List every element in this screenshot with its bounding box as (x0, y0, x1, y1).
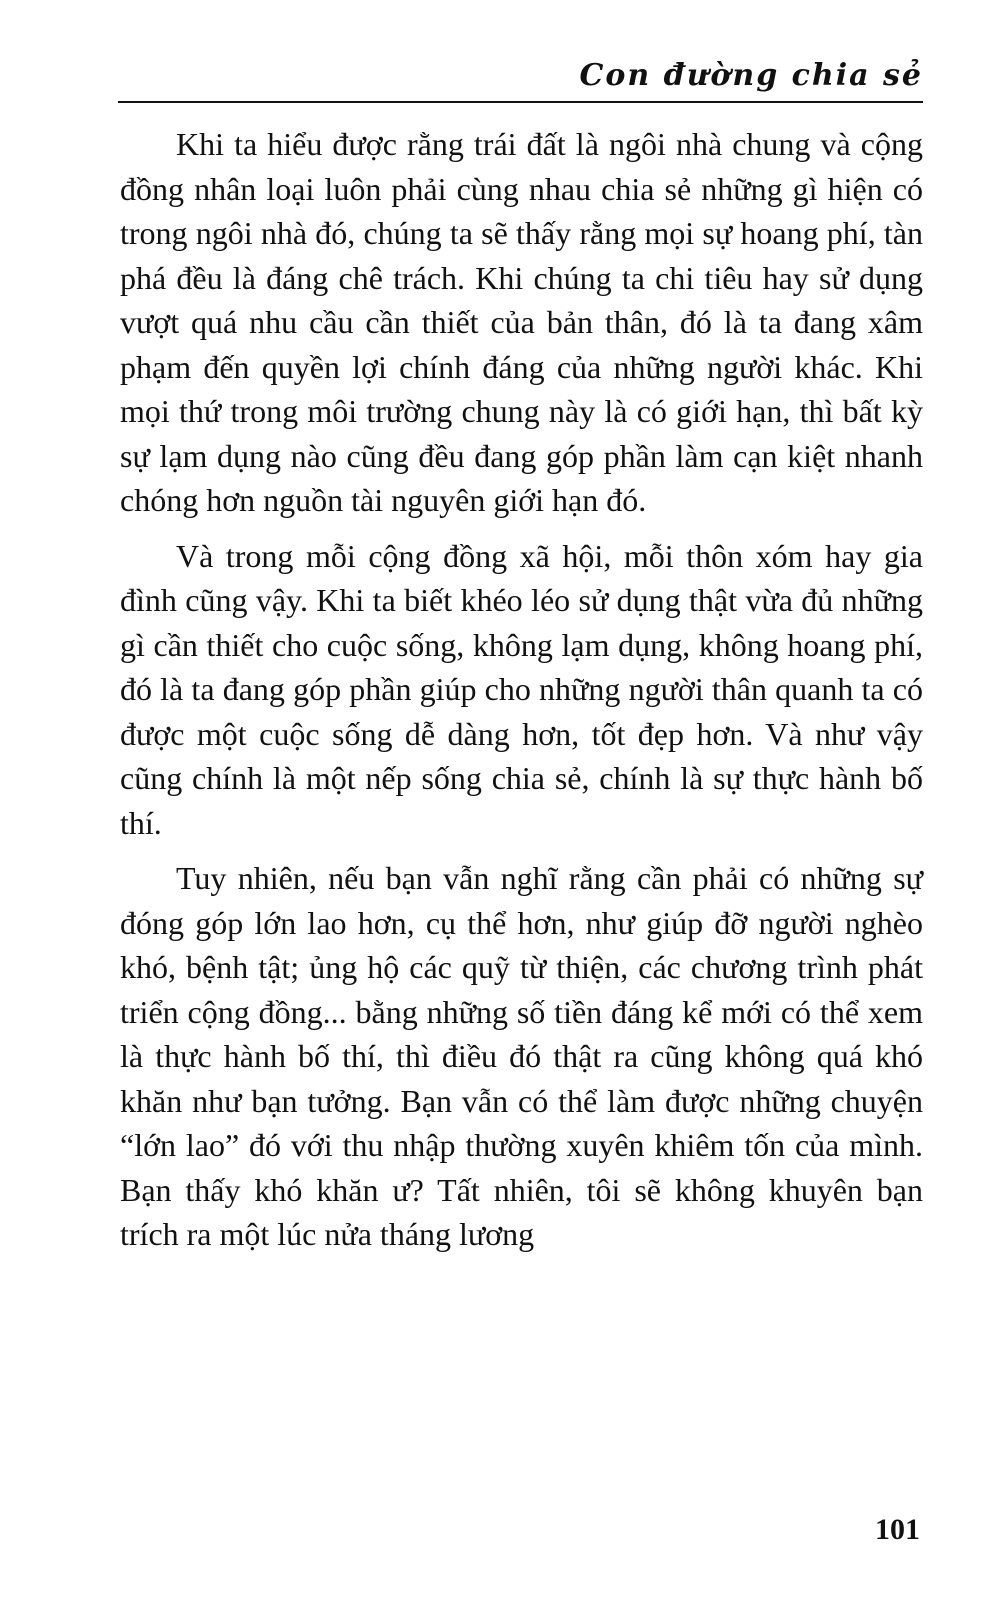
paragraph-2: Và trong mỗi cộng đồng xã hội, mỗi thôn xóm hay gia đình cũng vậy. Khi ta biết khéo léo sử dụng thật vừa đủ những gì cần thiết cho cuộc sống, không lạm dụng, không hoang phí, đó là ta đang góp phần giúp cho những người thân quanh ta có được một cuộc sống dễ dàng hơn, tốt đẹp hơn. Và như vậy cũng chính là một nếp sống chia sẻ, chính là sự thực hành bố thí. (120, 537, 923, 841)
running-header-title: Con đường chia sẻ (579, 58, 923, 93)
page-number: 101 (875, 1513, 920, 1546)
header-divider (118, 101, 923, 103)
paragraph-3: Tuy nhiên, nếu bạn vẫn nghĩ rằng cần phải có những sự đóng góp lớn lao hơn, cụ thể hơn, như giúp đỡ người nghèo khó, bệnh tật; ủng hộ các quỹ từ thiện, các chương trình phát triển cộng đồng... bằng những số tiền đáng kể mới có thể xem là thực hành bố thí, thì điều đó thật ra cũng không quá khó khăn như bạn tưởng. Bạn vẫn có thể làm được những chuyện “lớn lao” đó với thu nhập thường xuyên khiêm tốn của mình. Bạn thấy khó khăn ư? Tất nhiên, tôi sẽ không khuyên bạn trích ra một lúc nửa tháng lương (120, 860, 923, 1252)
body-text (120, 122, 923, 1268)
paragraph-1: Khi ta hiểu được rằng trái đất là ngôi nhà chung và cộng đồng nhân loại luôn phải cùng nhau chia sẻ những gì hiện có trong ngôi nhà đó, chúng ta sẽ thấy rằng mọi sự hoang phí, tàn phá đều là đáng chê trách. Khi chúng ta chi tiêu hay sử dụng vượt quá nhu cầu cần thiết của bản thân, đó là ta đang xâm phạm đến quyền lợi chính đáng của những người khác. Khi mọi thứ trong môi trường chung này là có giới hạn, thì bất kỳ sự lạm dụng nào cũng đều đang góp phần làm cạn kiệt nhanh chóng hơn nguồn tài nguyên giới hạn đó. (120, 126, 923, 518)
